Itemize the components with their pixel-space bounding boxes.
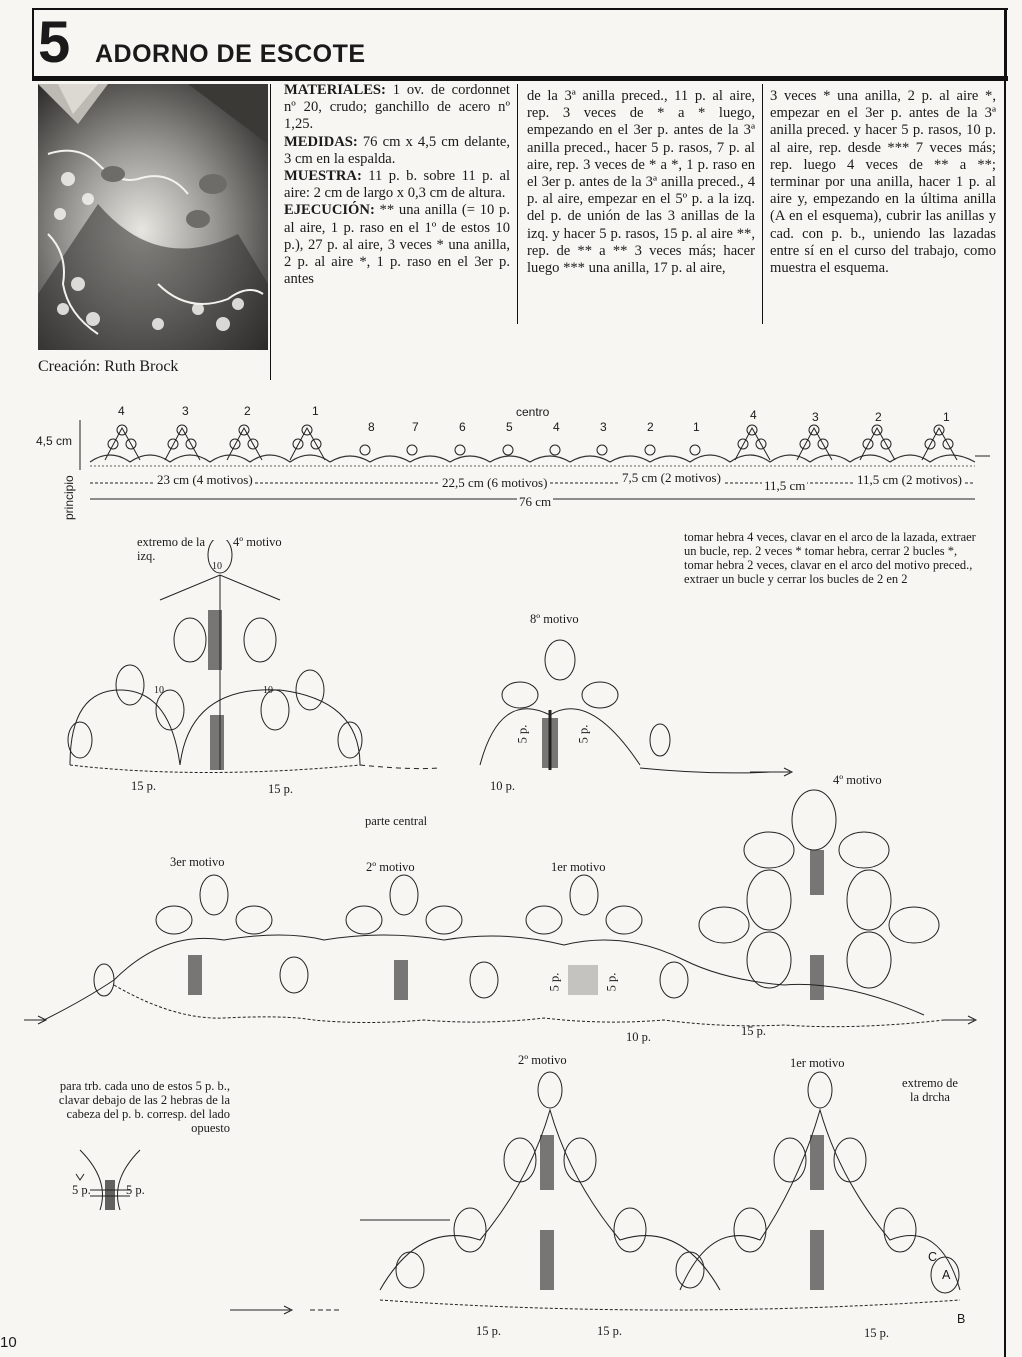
diagram-central-part (24, 780, 994, 1050)
legend-text: tomar hebra 4 veces, clavar en el arco de la lazada, extraer un bucle, rep. 2 veces * tomar hebra, cerrar 2 bucles *, tomar hebra 2 veces, clavar en el arco del motivo preced., extraer un bucle y cerrar los bucles de 2 en 2 (684, 530, 976, 586)
overview-number: 3 (600, 420, 607, 434)
ring-label: 10 (263, 685, 273, 696)
diagram-point-c: C (928, 1250, 938, 1264)
muestra-label: MUESTRA: (284, 168, 362, 185)
motivo-label: 1er motivo (551, 860, 606, 874)
pattern-number: 5 (38, 10, 71, 75)
overview-number: 6 (459, 420, 466, 434)
instructions-column-1 (284, 82, 510, 288)
overview-number: 7 (412, 420, 419, 434)
stitch-count: 15 p. (268, 782, 293, 796)
diagram-point-a: A (942, 1268, 951, 1282)
diagram-right-end (220, 1060, 990, 1320)
dimension-label: 11,5 cm (764, 478, 806, 493)
overview-number: 1 (312, 404, 319, 418)
stitch-count: 5 p. (72, 1183, 91, 1197)
motivo-label: 2º motivo (366, 860, 415, 874)
overview-number: 8 (368, 420, 375, 434)
overview-number: 4 (750, 408, 757, 422)
stitch-count: 5 p. (604, 972, 619, 992)
motivo-label: 4º motivo (833, 773, 882, 787)
extremo-dcha-label: extremo de la drcha (902, 1076, 958, 1104)
materiales-text: 1 ov. de cordonnet nº 20, crudo; ganchillo de acero nº 1,25. (284, 82, 510, 133)
overview-number: 3 (812, 410, 819, 424)
dimension-label: 23 cm (4 motivos) (157, 472, 253, 487)
dimension-label: 22,5 cm (6 motivos) (442, 475, 548, 490)
column-divider (270, 84, 271, 380)
ejecucion-label: EJECUCIÓN: (284, 202, 375, 219)
medidas-label: MEDIDAS: (284, 133, 358, 150)
column-divider (517, 84, 518, 324)
overview-number: 2 (647, 420, 654, 434)
motivo-label: 4º motivo (233, 535, 282, 549)
column-divider (762, 84, 763, 324)
header-right-rule (1004, 8, 1007, 78)
instructions-column-2: de la 3ª anilla preced., 11 p. al aire, rep. 3 veces de * a * luego, empezando en el 3er p. antes de la 3ª anilla preced., hacer 5 p. rasos, 7 p. al aire, rep. 3 veces de * a *, 1 p. raso en el 3er p. antes de la 3ª anilla preced., 4 p. al aire, empezar en el 5º p. a la izq. del p. de unión de las 3 anillas de la izq. y hacer 5 p. rasos, 15 p. al aire **, rep. de ** a ** 3 veces más; hacer luego *** una anilla, 17 p. al aire, (527, 88, 755, 277)
header-top-rule (32, 8, 1008, 10)
note-text: para trb. cada uno de estos 5 p. b., clavar debajo de las 2 hebras de la cabeza del p. b. corresp. del lado opuesto (58, 1079, 230, 1135)
overview-number: 4 (553, 420, 560, 434)
overview-number: 5 (506, 420, 513, 434)
stitch-count: 5 p. (576, 724, 591, 744)
ring-label: 10 (212, 561, 222, 572)
product-photo (38, 84, 268, 350)
photo-caption: Creación: Ruth Brock (38, 358, 179, 375)
ring-label: 10 (154, 685, 164, 696)
header-rule (32, 76, 1008, 81)
principio-label: principio (62, 475, 76, 520)
overview-number: 1 (693, 420, 700, 434)
page-title: ADORNO DE ESCOTE (95, 40, 366, 68)
overview-number: 1 (943, 410, 950, 424)
ejecucion-text: ** una anilla (= 10 p. al aire, 1 p. raso en el 1º de estos 10 p.), 27 p. al aire, 3 veces * una anilla, 2 p. al aire *, 1 p. raso en el 3er p. antes (284, 202, 510, 288)
stitch-count: 15 p. (741, 1024, 766, 1038)
page-right-rule (1004, 80, 1006, 1357)
page-number: 10 (0, 1334, 17, 1351)
medidas-text: 76 cm x 4,5 cm delante, 3 cm en la espalda. (284, 133, 510, 167)
instructions-column-3: 3 veces * una anilla, 2 p. al aire *, empezar en el 3er p. antes de la 3ª anilla preced. y hacer 5 p. rasos, 10 p. al aire, rep. desde *** 7 veces más; rep. luego 4 veces de ** a **; terminar por una anilla, hacer 1 p. al aire y, empezando en la última anilla (A en el esquema), cubrir las anillas y cad. con p. b., uniendo las lazadas entre sí en el curso del trabajo, como muestra el esquema. (770, 88, 996, 277)
header-left-rule (32, 8, 34, 78)
diagram-point-b: B (957, 1312, 966, 1326)
muestra-text: 11 p. b. sobre 11 p. al aire: 2 cm de largo x 0,3 cm de altura. (284, 168, 510, 202)
motivo-label: 2º motivo (518, 1053, 567, 1067)
stitch-count: 10 p. (490, 779, 515, 793)
stitch-count: 5 p. (126, 1183, 145, 1197)
diagram-left-end (30, 540, 1000, 800)
extremo-izq-label: extremo de la izq. (137, 535, 206, 563)
overview-strip (0, 400, 1004, 510)
total-length-label: 76 cm (519, 494, 552, 509)
stitch-count: 15 p. (864, 1326, 889, 1340)
motivo-label: 8º motivo (530, 612, 579, 626)
centro-label: centro (516, 405, 550, 419)
overview-number: 2 (875, 410, 882, 424)
height-label: 4,5 cm (36, 434, 73, 448)
stitch-count: 5 p. (547, 972, 562, 992)
materiales-label: MATERIALES: (284, 82, 386, 98)
overview-number: 3 (182, 404, 189, 418)
stitch-count: 5 p. (515, 724, 530, 744)
dimension-label: 7,5 cm (2 motivos) (622, 470, 721, 485)
dimension-label: 11,5 cm (2 motivos) (857, 472, 962, 487)
motivo-label: 3er motivo (170, 855, 225, 869)
stitch-count: 15 p. (131, 779, 156, 793)
stitch-count: 10 p. (626, 1030, 651, 1044)
motivo-label: 1er motivo (790, 1056, 845, 1070)
section-label: parte central (365, 814, 428, 828)
stitch-count: 15 p. (476, 1324, 501, 1338)
stitch-count: 15 p. (597, 1324, 622, 1338)
overview-number: 4 (118, 404, 125, 418)
overview-number: 2 (244, 404, 251, 418)
